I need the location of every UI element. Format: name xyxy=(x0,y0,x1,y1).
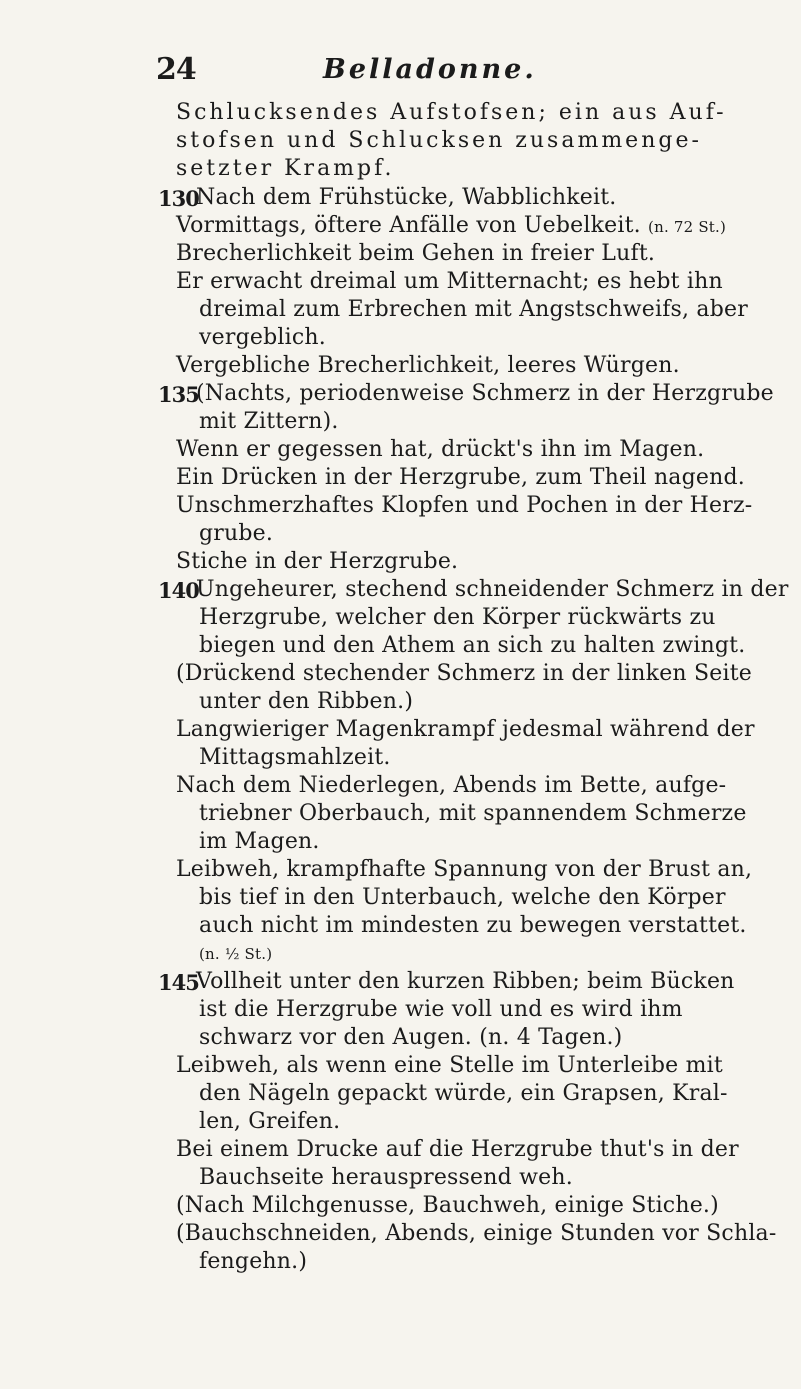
text-line: setzter Krampf. xyxy=(176,156,395,181)
text-line: ist die Herzgrube wie voll und es wird ihm xyxy=(199,997,683,1022)
text-line: Stiche in der Herzgrube. xyxy=(176,549,459,574)
text-line: Brecherlichkeit beim Gehen in freier Luft. xyxy=(176,241,656,266)
page-header xyxy=(0,52,801,92)
margin-number: 145 xyxy=(158,970,199,995)
text-line: bis tief in den Unterbauch, welche den Körper xyxy=(199,885,726,910)
text-line: Leibweh, krampfhafte Spannung von der Brust an, xyxy=(176,857,753,882)
text-line: biegen und den Athem an sich zu halten zwingt. xyxy=(199,633,746,658)
text-line: vergeblich. xyxy=(199,325,326,350)
text-line: Nach dem Niederlegen, Abends im Bette, aufge- xyxy=(176,773,727,798)
text-line: auch nicht im mindesten zu bewegen verstattet. xyxy=(199,913,747,938)
text-line: stofsen und Schlucksen zusammenge- xyxy=(176,128,702,153)
text-line: Unschmerzhaftes Klopfen und Pochen in der Herz- xyxy=(176,493,753,518)
duration-note: (n. 72 St.) xyxy=(648,218,727,236)
text-line: Vergebliche Brecherlichkeit, leeres Würgen. xyxy=(176,353,680,378)
text-line: Leibweh, als wenn eine Stelle im Unterleibe mit xyxy=(176,1053,723,1078)
text-line: Vollheit unter den kurzen Ribben; beim Bücken xyxy=(196,969,735,994)
page-number: 24 xyxy=(156,52,196,87)
text-line: Schlucksendes Aufstofsen; ein aus Auf- xyxy=(176,100,727,125)
margin-number: 140 xyxy=(158,578,199,603)
text-line: Mittagsmahlzeit. xyxy=(199,745,391,770)
text-line: (Nachts, periodenweise Schmerz in der Herzgrube xyxy=(196,381,774,406)
text-line: den Nägeln gepackt würde, ein Grapsen, Kral- xyxy=(199,1081,728,1106)
text-line: fengehn.) xyxy=(199,1249,308,1274)
text-line: schwarz vor den Augen. (n. 4 Tagen.) xyxy=(199,1025,623,1050)
text-line: len, Greifen. xyxy=(199,1109,341,1134)
text-line: unter den Ribben.) xyxy=(199,689,414,714)
text-line: Langwieriger Magenkrampf jedesmal während der xyxy=(176,717,755,742)
running-title: Belladonne. xyxy=(323,54,537,85)
text-line: Wenn er gegessen hat, drückt's ihn im Magen. xyxy=(176,437,705,462)
text-line: triebner Oberbauch, mit spannendem Schmerze xyxy=(199,801,747,826)
text-line: (Drückend stechender Schmerz in der linken Seite xyxy=(176,661,752,686)
text-line: Nach dem Frühstücke, Wabblichkeit. xyxy=(196,185,617,210)
text-line: Bei einem Drucke auf die Herzgrube thut's in der xyxy=(176,1137,739,1162)
text-line: (Bauchschneiden, Abends, einige Stunden vor Schla- xyxy=(176,1221,777,1246)
text-line: grube. xyxy=(199,521,274,546)
text-line-main: Vormittags, öftere Anfälle von Uebelkeit. xyxy=(176,213,641,238)
text-line: mit Zittern). xyxy=(199,409,339,434)
text-line: Ein Drücken in der Herzgrube, zum Theil nagend. xyxy=(176,465,745,490)
text-line: Herzgrube, welcher den Körper rückwärts zu xyxy=(199,605,716,630)
margin-number: 130 xyxy=(158,186,199,211)
text-line: dreimal zum Erbrechen mit Angstschweifs, aber xyxy=(199,297,748,322)
text-line: (n. ½ St.) xyxy=(199,945,273,963)
text-line: Ungeheurer, stechend schneidender Schmerz in der xyxy=(196,577,789,602)
text-line xyxy=(176,211,726,242)
text-line: Er erwacht dreimal um Mitternacht; es hebt ihn xyxy=(176,269,723,294)
text-line: (Nach Milchgenusse, Bauchweh, einige Stiche.) xyxy=(176,1193,719,1218)
text-line: im Magen. xyxy=(199,829,320,854)
margin-number: 135 xyxy=(158,382,199,407)
text-line: Bauchseite herauspressend weh. xyxy=(199,1165,573,1190)
